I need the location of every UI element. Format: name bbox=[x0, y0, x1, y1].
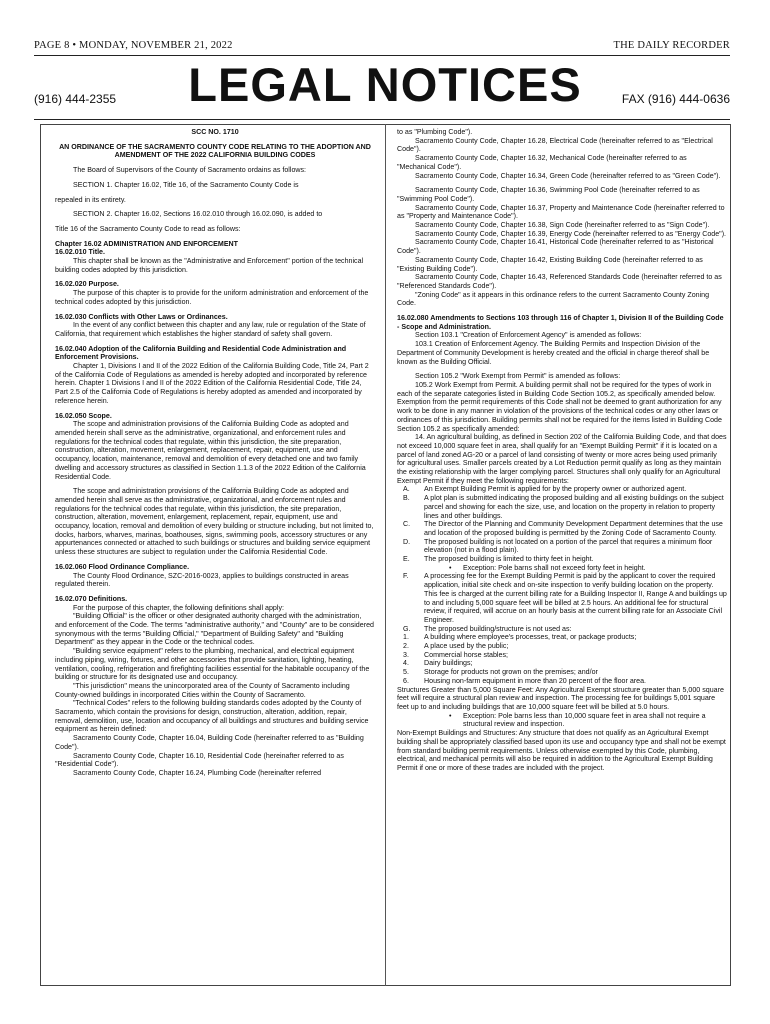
paragraph: "This jurisdiction" means the unincorporated area of the County of Sacramento including County-owned buildings in incorporated Cities within the County of Sacramento. bbox=[55, 681, 350, 699]
paragraph: Sacramento County Code, Chapter 16.42, Existing Building Code (hereinafter referred to as "Existing Building Code"). bbox=[397, 255, 703, 273]
phone-number: (916) 444-2355 bbox=[34, 92, 117, 106]
section-heading: 16.02.010 Title. bbox=[55, 248, 105, 257]
bullet-text: Exception: Pole barns less than 10,000 square feet in area shall not require a structural review and inspection. bbox=[463, 711, 706, 729]
paragraph: Section 105.2 "Work Exempt from Permit" is amended as follows: bbox=[415, 372, 621, 381]
list-item bbox=[397, 538, 727, 555]
paragraph: 14. An agricultural building, as defined in Section 202 of the California Building Code, and that does not exceed 10,000 square feet in area, shall qualify for an "Exempt Building Permit" if it is located on a parcel of land zoned AG-20 or a parcel of land consisting of twenty or more acres being used primarily for agricultural uses. Smaller parcels created by a Lot Reduction permit qualify as long as they maintain the existing relationship with the larger complying parcel. Structures shall only qualify for an Agricultural Exempt Permit if they meet the following requirements: bbox=[397, 433, 727, 485]
list-item bbox=[397, 494, 727, 520]
list-item bbox=[397, 555, 727, 564]
list-item bbox=[397, 659, 727, 668]
list-item-text: The proposed building is not located on a portion of the parcel that requires a minimum floor elevation (not in a flood plain). bbox=[424, 537, 713, 555]
page-title: LEGAL NOTICES bbox=[188, 58, 582, 111]
list-item-text: A plot plan is submitted indicating the proposed building and all existing buildings on the subject parcel and showing for each the size, use, and location on the property in relation to property lines and other buildings. bbox=[424, 494, 724, 520]
list-item-text: Storage for products not grown on the premises; and/or bbox=[424, 668, 598, 677]
list-item-text: An Exempt Building Permit is applied for by the property owner or authorized agent. bbox=[424, 485, 687, 494]
paragraph: "Zoning Code" as it appears in this ordinance refers to the current Sacramento County Zoning Code. bbox=[397, 290, 710, 308]
list-item bbox=[397, 572, 727, 624]
list-marker: 5. bbox=[403, 668, 409, 677]
section-heading: 16.02.050 Scope. bbox=[55, 411, 112, 420]
paragraph: Sacramento County Code, Chapter 16.41, Historical Code (hereinafter referred to as "Historical Code"). bbox=[397, 238, 714, 256]
list-marker: A. bbox=[403, 485, 410, 494]
paragraph: Title 16 of the Sacramento County Code to read as follows: bbox=[55, 224, 241, 233]
list-marker: F. bbox=[403, 572, 409, 581]
paragraph: Sacramento County Code, Chapter 16.04, Building Code (hereinafter referred to as "Building Code"). bbox=[55, 734, 364, 751]
section-heading: 16.02.080 Amendments to Sections 103 through 116 of Chapter 1, Division II of the Building Code - Scope and Administration. bbox=[397, 314, 724, 331]
masthead-top-line bbox=[34, 40, 730, 54]
list-marker: G. bbox=[403, 624, 411, 633]
list-marker: 6. bbox=[403, 676, 409, 685]
paragraph: Sacramento County Code, Chapter 16.39, Energy Code (hereinafter referred to as "Energy Code"). bbox=[415, 229, 727, 238]
section-heading: 16.02.060 Flood Ordinance Compliance. bbox=[55, 562, 190, 571]
paragraph: Chapter 1, Divisions I and II of the 2022 Edition of the California Building Code, Title 24, Part 2 of the California Code of Regulations as amended is hereby adopted and incorporated by reference herein. Chapter 1 Divisions I and II of the 2022 Edition of the California Residential Code, Title 24, Part 2.5 of the California Code of Regulations is hereby adopted as amended and incorporated by reference herein. bbox=[55, 362, 369, 405]
paragraph: Sacramento County Code, Chapter 16.32, Mechanical Code (hereinafter referred to as "Mechanical Code"). bbox=[397, 154, 687, 171]
list-item bbox=[397, 485, 727, 494]
list-item bbox=[397, 633, 727, 642]
list-item bbox=[397, 520, 727, 537]
list-marker: 3. bbox=[403, 650, 409, 659]
list-marker: 2. bbox=[403, 642, 409, 651]
paragraph: The scope and administration provisions of the California Building Code as adopted and amended herein shall serve as the administrative, organizational, and enforcement rules and regulations for the technical codes that regulate, within this jurisdiction, the site preparation, construction, alteration, movement, enlargement, replacement, repair, equipment, use and occupancy, location, removal and demolition of every building or structure including, but not limited to, docks, harbors, wharves, marinas, boathouses, signs, swimming pools, accessory structures or any appurtenances connected or attached to such buildings or structures and building service equipment unless these structures are subject to regulation under the California Residential Code. bbox=[55, 487, 374, 557]
bullet-item bbox=[397, 564, 727, 573]
paragraph: Sacramento County Code, Chapter 16.10, Residential Code (hereinafter referred to as "Residential Code"). bbox=[55, 751, 344, 769]
list-item bbox=[397, 625, 727, 634]
bullet-item bbox=[397, 712, 727, 729]
list-marker: E. bbox=[403, 555, 410, 564]
list-item-text: Dairy buildings; bbox=[424, 659, 473, 668]
fax-number: FAX (916) 444-0636 bbox=[621, 92, 730, 106]
list-item-text: A processing fee for the Exempt Building Permit is paid by the applicant to cover the required application, initial site check and on-site inspection to verify building location on the property. This fee is charged at the current billing rate for a Building Inspector II, Range A and buildings up to and including 5,000 square feet will be billed at 2.5 hours. An additional fee for structural review, if required, will accrue on an hourly basis at the current billing rate for an Associate Civil Engineer. bbox=[424, 572, 727, 624]
paragraph: Non-Exempt Buildings and Structures: Any structure that does not qualify as an Agricultural Exempt building shall be appropriately classified based upon its use and occupancy type and shall not be exempt from standard building permit requirements. Unless otherwise exempted by this Code, plumbing, electrical, and mechanical permits will also be required in addition to the Agricultural Exempt Building Permit if one or more of these trades are included with the project. bbox=[397, 729, 726, 772]
paragraph: Sacramento County Code, Chapter 16.38, Sign Code (hereinafter referred to as "Sign Code"). bbox=[415, 221, 710, 230]
paragraph: 105.2 Work Exempt from Permit. A building permit shall not be required for the types of work in each of the separate categories listed in Building Code Section 105.2, as specifically amended below. Exemption from the permit requirements of this Code shall not be deemed to grant authorization for any work to be done in any manner in violation of the provisions of the technical codes or any other laws or ordinances of this jurisdiction. Building permits shall not be required for the items listed in Building Code Section 105.2 as specifically amended: bbox=[397, 380, 722, 433]
bullet-icon: • bbox=[449, 563, 452, 572]
masthead-rule bbox=[34, 55, 730, 56]
page-date-line: PAGE 8 • MONDAY, NOVEMBER 21, 2022 bbox=[34, 40, 233, 51]
list-marker: C. bbox=[403, 520, 411, 529]
paragraph: The Board of Supervisors of the County of Sacramento ordains as follows: bbox=[73, 166, 307, 175]
paragraph: to as "Plumbing Code"). bbox=[397, 128, 473, 136]
newspaper-name: THE DAILY RECORDER bbox=[613, 40, 730, 51]
paragraph: Sacramento County Code, Chapter 16.34, Green Code (hereinafter referred to as "Green Code"). bbox=[415, 171, 721, 180]
list-item bbox=[397, 668, 727, 677]
paragraph: For the purpose of this chapter, the following definitions shall apply: bbox=[73, 603, 284, 612]
list-marker: 4. bbox=[403, 659, 409, 668]
paragraph: Sacramento County Code, Chapter 16.43, Referenced Standards Code (hereinafter referred to as "Referenced Standards Code"). bbox=[397, 273, 722, 290]
left-column bbox=[55, 128, 375, 778]
paragraph: Section 103.1 "Creation of Enforcement Agency" is amended as follows: bbox=[415, 331, 642, 340]
centered-heading: AN ORDINANCE OF THE SACRAMENTO COUNTY CODE RELATING TO THE ADOPTION AND AMENDMENT OF THE 2022 CALIFORNIA BUILDING CODES bbox=[59, 142, 371, 160]
section-heading: Chapter 16.02 ADMINISTRATION AND ENFORCEMENT bbox=[55, 239, 239, 248]
paragraph: The scope and administration provisions of the California Building Code as adopted and amended herein shall serve as the administrative, organizational, and enforcement rules and regulations for the technical codes that regulate, within this jurisdiction, the site preparation, construction, alteration, movement, enlargement, replacement, repair, equipment, use and occupancy, location, maintenance, removal and demolition of every detached one and two family dwelling and accessory structures as classified in Section 1.1.3 of the 2022 Edition of the California Residential Code. bbox=[55, 420, 366, 481]
paragraph: Sacramento County Code, Chapter 16.36, Swimming Pool Code (hereinafter referred to as "Swimming Pool Code"). bbox=[397, 186, 700, 203]
paragraph: The County Flood Ordinance, SZC-2016-0023, applies to buildings constructed in areas regulated therein. bbox=[55, 571, 349, 589]
list-item bbox=[397, 651, 727, 660]
list-marker: D. bbox=[403, 537, 411, 546]
paragraph: SECTION 1. Chapter 16.02, Title 16, of the Sacramento County Code is bbox=[73, 180, 299, 189]
paragraph: In the event of any conflict between this chapter and any law, rule or regulation of the State of California, that requirement which establishes the higher standard of safety shall govern. bbox=[55, 321, 366, 338]
section-heading: 16.02.030 Conflicts with Other Laws or Ordinances. bbox=[55, 312, 228, 321]
centered-heading: SCC NO. 1710 bbox=[191, 128, 239, 136]
paragraph: Structures Greater than 5,000 Square Feet: Any Agricultural Exempt structure greater than 5,000 square feet will require a structural plan review and inspection. The processing fee for buildings 5,001 square feet up to and including buildings that are 10,000 square feet will be billed at 5.0 hours. bbox=[397, 685, 724, 711]
paragraph: This chapter shall be known as the "Administrative and Enforcement" portion of the technical building codes adopted by this jurisdiction. bbox=[55, 257, 364, 274]
paragraph: "Building Official" is the officer or other designated authority charged with the administration, and enforcement of the Code. The terms "administrative authority," and "County" are to be considered synonymous with the terms "Building Official," "Department of Building Safety" and "Building Department" as they appear in the Code or the technical codes. bbox=[55, 612, 374, 647]
right-column bbox=[397, 128, 727, 773]
bullet-icon: • bbox=[449, 711, 452, 720]
list-item-text: The proposed building is limited to thirty feet in height. bbox=[424, 555, 594, 564]
masthead-bottom-rule bbox=[34, 119, 730, 120]
paragraph: Sacramento County Code, Chapter 16.24, Plumbing Code (hereinafter referred bbox=[73, 769, 322, 777]
paragraph: Sacramento County Code, Chapter 16.37, Property and Maintenance Code (hereinafter referred to as "Property and Maintenance Code"). bbox=[397, 203, 725, 221]
list-item-text: A place used by the public; bbox=[424, 642, 509, 651]
paragraph: "Technical Codes" refers to the following building standards codes adopted by the County of Sacramento, which contain the provisions for design, construction, alteration, addition, repair, removal, demolition, use, location and occupancy of all buildings and structures and building service equipment as herein defined: bbox=[55, 699, 369, 734]
column-divider bbox=[385, 124, 386, 986]
list-item-text: Housing non-farm equipment in more than 20 percent of the floor area. bbox=[424, 676, 647, 685]
section-heading: 16.02.020 Purpose. bbox=[55, 280, 119, 289]
bullet-text: Exception: Pole barns shall not exceed forty feet in height. bbox=[463, 563, 646, 572]
list-item-text: Commercial horse stables; bbox=[424, 650, 508, 659]
list-item-text: A building where employee's processes, treat, or package products; bbox=[424, 633, 637, 642]
list-marker: B. bbox=[403, 494, 410, 503]
list-item-text: The Director of the Planning and Community Development Department determines that the use and location of the proposed building is permitted by the Zoning Code of Sacramento County. bbox=[424, 520, 723, 537]
list-item-text: The proposed building/structure is not used as: bbox=[424, 624, 572, 633]
section-heading: 16.02.070 Definitions. bbox=[55, 594, 128, 603]
paragraph: SECTION 2. Chapter 16.02, Sections 16.02.010 through 16.02.090, is added to bbox=[73, 210, 323, 219]
paragraph: 103.1 Creation of Enforcement Agency. The Building Permits and Inspection Division of the Department of Community Development is hereby created and the official in charge thereof shall be known as the Building Official. bbox=[397, 340, 710, 366]
list-item bbox=[397, 677, 727, 686]
list-marker: 1. bbox=[403, 633, 409, 642]
section-heading: 16.02.040 Adoption of the California Building and Residential Code Administration and Enforcement Provisions. bbox=[55, 344, 347, 362]
paragraph: "Building service equipment" refers to the plumbing, mechanical, and electrical equipment including piping, wiring, fixtures, and other accessories that provide sanitation, lighting, heating, ventilation, cooling, refrigeration and firefighting facilities essential for the habitable occupancy of the building or structure for its designated use and occupancy. bbox=[55, 647, 370, 682]
paragraph: repealed in its entirety. bbox=[55, 195, 126, 204]
paragraph: The purpose of this chapter is to provide for the uniform administration and enforcement of the technical codes adopted by this jurisdiction. bbox=[55, 289, 369, 306]
list-item bbox=[397, 642, 727, 651]
paragraph: Sacramento County Code, Chapter 16.28, Electrical Code (hereinafter referred to as "Electrical Code"). bbox=[397, 136, 713, 154]
